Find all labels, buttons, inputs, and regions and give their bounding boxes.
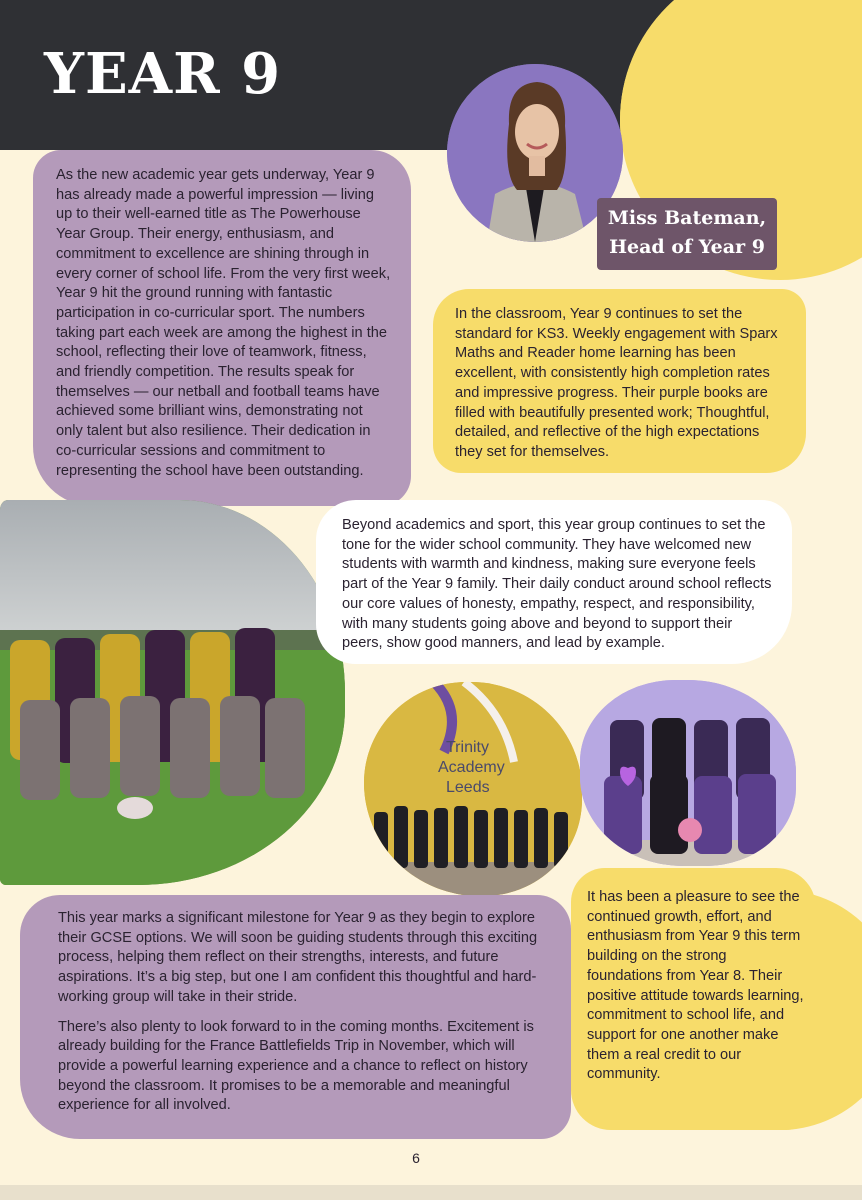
caption-name: Miss Bateman, [607,207,767,229]
gcse-paragraph-2: There’s also plenty to look forward to in the coming months. Excitement is already building for the France Battlefields Trip in November, which will provide a powerful learning experience and a chance to reflect on history beyond the classroom. It promises to be a memorable and meaningful experience for all involved. [58,1018,534,1114]
bottom-strip [0,1185,862,1200]
page-title: YEAR 9 [44,41,282,107]
page-number: 6 [412,1150,420,1166]
closing-paragraph: It has been a pleasure to see the continued growth, effort, and enthusiasm from Year 9 this term building on the strong foundations from Year 8. Their positive attitude towards learning, commitment to school life, and support for one another make them a real credit to our community. [587,889,804,1083]
gcse-paragraph-1: This year marks a significant milestone for Year 9 as they begin to explore their GCSE options. We will soon be guiding students through this exciting process, helping them reflect on their strengths, interests, and future aspirations. It’s a big step, but one I am confident this thoughtful and hard-working group will take in their stride. [58,910,538,1005]
community-text-box [316,500,792,664]
classroom-paragraph: In the classroom, Year 9 continues to set the standard for KS3. Weekly engagement with Sparx Maths and Reader home learning has been excellent, with consistently high completion rates and impressive progress. Their purple books are filled with beautifully presented work; Thoughtful, detailed, and reflective of the high expectations they set for themselves. [455,306,778,460]
sign-line-1: Trinity [446,739,489,756]
community-paragraph: Beyond academics and sport, this year group continues to set the tone for the wider school community. They have welcomed new students with warmth and kindness, making sure everyone feels part of the Year 9 family. Their daily conduct around school reflects our core values of honesty, empathy, respect, and responsibility, with many students going above and beyond to support their peers, show good manners, and lead by example. [342,517,772,652]
caption-role: Head of Year 9 [609,236,765,258]
gcse-text-box [20,895,571,1139]
closing-text-box [571,868,816,1130]
netball-team-photo [580,680,796,866]
intro-paragraph: As the new academic year gets underway, Year 9 has already made a powerful impression — living up to their well-earned title as The Powerhouse Year Group. Their energy, enthusiasm, and commitment to excellence are shining through in every corner of school life. From the very first week, Year 9 hit the ground running with fantastic participation in co-curricular sport. The numbers taking part each week are among the highest in the school, reflecting their love of teamwork, fitness, and friendly competition. The results speak for themselves — our netball and football teams have achieved some brilliant wins, demonstrating not only talent but also resilience. Their dedication in co-curricular sessions and commitment to representing the school have been outstanding. [56,167,391,479]
sign-line-3: Leeds [446,779,490,796]
classroom-text-box [433,289,806,473]
portrait-caption [597,198,777,270]
sign-line-2: Academy [438,759,505,776]
intro-text-box [33,150,411,506]
